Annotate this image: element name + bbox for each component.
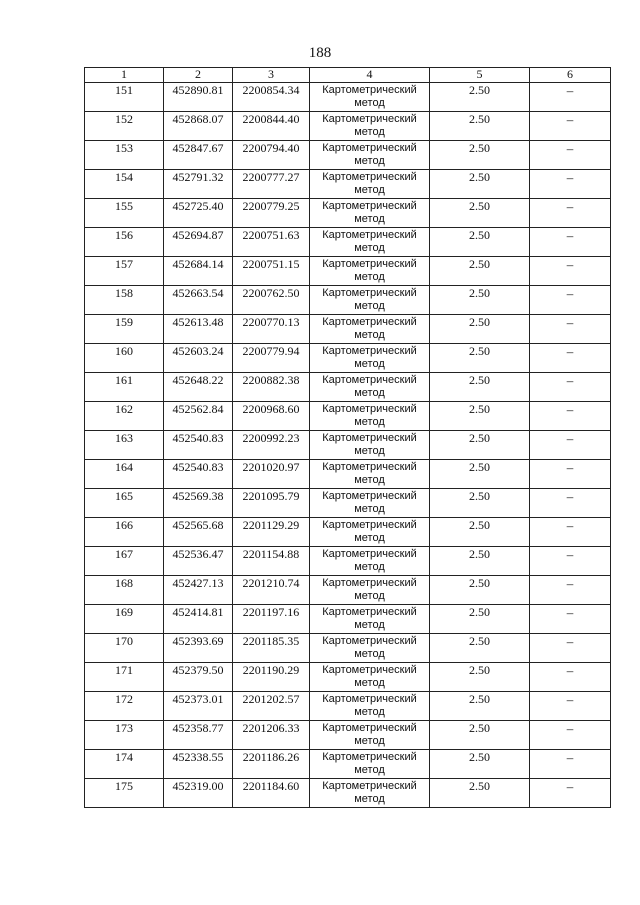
y-coordinate-cell: 2200992.23 [233,431,310,460]
column-header: 3 [233,68,310,83]
table-row [85,576,611,605]
accuracy-cell: 2.50 [430,431,530,460]
accuracy-cell: 2.50 [430,373,530,402]
header-row [85,68,611,83]
y-coordinate-cell: 2201095.79 [233,489,310,518]
y-coordinate-cell: 2201185.35 [233,634,310,663]
accuracy-cell: 2.50 [430,576,530,605]
note-cell: – [530,518,611,547]
point-number-cell: 175 [85,779,164,808]
point-number-cell: 159 [85,315,164,344]
point-number-cell: 169 [85,605,164,634]
method-cell: Картометрический метод [310,721,430,750]
table-row [85,344,611,373]
method-cell: Картометрический метод [310,692,430,721]
x-coordinate-cell: 452540.83 [164,460,233,489]
y-coordinate-cell: 2201197.16 [233,605,310,634]
note-cell: – [530,547,611,576]
y-coordinate-cell: 2200844.40 [233,112,310,141]
y-coordinate-cell: 2201186.26 [233,750,310,779]
point-number-cell: 167 [85,547,164,576]
accuracy-cell: 2.50 [430,547,530,576]
accuracy-cell: 2.50 [430,83,530,112]
y-coordinate-cell: 2201202.57 [233,692,310,721]
method-cell: Картометрический метод [310,576,430,605]
table-body [85,83,611,808]
method-cell: Картометрический метод [310,170,430,199]
method-cell: Картометрический метод [310,83,430,112]
x-coordinate-cell: 452890.81 [164,83,233,112]
note-cell: – [530,344,611,373]
point-number-cell: 164 [85,460,164,489]
x-coordinate-cell: 452868.07 [164,112,233,141]
x-coordinate-cell: 452427.13 [164,576,233,605]
table-row [85,547,611,576]
note-cell: – [530,692,611,721]
y-coordinate-cell: 2201129.29 [233,518,310,547]
accuracy-cell: 2.50 [430,315,530,344]
point-number-cell: 160 [85,344,164,373]
y-coordinate-cell: 2200882.38 [233,373,310,402]
x-coordinate-cell: 452379.50 [164,663,233,692]
note-cell: – [530,402,611,431]
point-number-cell: 168 [85,576,164,605]
table-row [85,663,611,692]
point-number-cell: 161 [85,373,164,402]
accuracy-cell: 2.50 [430,460,530,489]
accuracy-cell: 2.50 [430,750,530,779]
accuracy-cell: 2.50 [430,605,530,634]
x-coordinate-cell: 452603.24 [164,344,233,373]
point-number-cell: 157 [85,257,164,286]
accuracy-cell: 2.50 [430,344,530,373]
table-row [85,692,611,721]
accuracy-cell: 2.50 [430,141,530,170]
y-coordinate-cell: 2200779.94 [233,344,310,373]
table-row [85,518,611,547]
accuracy-cell: 2.50 [430,286,530,315]
x-coordinate-cell: 452694.87 [164,228,233,257]
note-cell: – [530,605,611,634]
table-row [85,286,611,315]
method-cell: Картометрический метод [310,112,430,141]
point-number-cell: 156 [85,228,164,257]
table-row [85,373,611,402]
y-coordinate-cell: 2201154.88 [233,547,310,576]
x-coordinate-cell: 452613.48 [164,315,233,344]
note-cell: – [530,141,611,170]
y-coordinate-cell: 2200777.27 [233,170,310,199]
note-cell: – [530,576,611,605]
table-row [85,170,611,199]
y-coordinate-cell: 2201210.74 [233,576,310,605]
accuracy-cell: 2.50 [430,663,530,692]
method-cell: Картометрический метод [310,605,430,634]
x-coordinate-cell: 452358.77 [164,721,233,750]
accuracy-cell: 2.50 [430,779,530,808]
y-coordinate-cell: 2200854.34 [233,83,310,112]
x-coordinate-cell: 452569.38 [164,489,233,518]
note-cell: – [530,170,611,199]
method-cell: Картометрический метод [310,779,430,808]
point-number-cell: 172 [85,692,164,721]
point-number-cell: 158 [85,286,164,315]
table-row [85,750,611,779]
column-header: 5 [430,68,530,83]
y-coordinate-cell: 2200968.60 [233,402,310,431]
note-cell: – [530,315,611,344]
x-coordinate-cell: 452791.32 [164,170,233,199]
x-coordinate-cell: 452648.22 [164,373,233,402]
table-header [85,68,611,83]
table-row [85,634,611,663]
point-number-cell: 170 [85,634,164,663]
page-number: 188 [308,45,332,61]
note-cell: – [530,228,611,257]
y-coordinate-cell: 2200770.13 [233,315,310,344]
method-cell: Картометрический метод [310,228,430,257]
note-cell: – [530,373,611,402]
accuracy-cell: 2.50 [430,170,530,199]
point-number-cell: 171 [85,663,164,692]
table-row [85,489,611,518]
point-number-cell: 173 [85,721,164,750]
point-number-cell: 151 [85,83,164,112]
note-cell: – [530,634,611,663]
table-row [85,315,611,344]
note-cell: – [530,286,611,315]
x-coordinate-cell: 452663.54 [164,286,233,315]
accuracy-cell: 2.50 [430,692,530,721]
method-cell: Картометрический метод [310,460,430,489]
table-row [85,605,611,634]
table-row [85,257,611,286]
table-row [85,779,611,808]
x-coordinate-cell: 452319.00 [164,779,233,808]
point-number-cell: 166 [85,518,164,547]
method-cell: Картометрический метод [310,431,430,460]
method-cell: Картометрический метод [310,750,430,779]
table-row [85,141,611,170]
y-coordinate-cell: 2200751.63 [233,228,310,257]
point-number-cell: 155 [85,199,164,228]
x-coordinate-cell: 452684.14 [164,257,233,286]
method-cell: Картометрический метод [310,315,430,344]
coordinates-table [84,67,611,808]
point-number-cell: 163 [85,431,164,460]
point-number-cell: 162 [85,402,164,431]
y-coordinate-cell: 2200794.40 [233,141,310,170]
note-cell: – [530,489,611,518]
table-row [85,228,611,257]
y-coordinate-cell: 2201020.97 [233,460,310,489]
method-cell: Картометрический метод [310,286,430,315]
y-coordinate-cell: 2201184.60 [233,779,310,808]
method-cell: Картометрический метод [310,489,430,518]
method-cell: Картометрический метод [310,402,430,431]
x-coordinate-cell: 452565.68 [164,518,233,547]
table-row [85,112,611,141]
accuracy-cell: 2.50 [430,112,530,141]
x-coordinate-cell: 452540.83 [164,431,233,460]
note-cell: – [530,199,611,228]
column-header: 2 [164,68,233,83]
accuracy-cell: 2.50 [430,228,530,257]
method-cell: Картометрический метод [310,344,430,373]
y-coordinate-cell: 2200762.50 [233,286,310,315]
x-coordinate-cell: 452373.01 [164,692,233,721]
table-row [85,83,611,112]
point-number-cell: 153 [85,141,164,170]
method-cell: Картометрический метод [310,199,430,228]
y-coordinate-cell: 2201190.29 [233,663,310,692]
accuracy-cell: 2.50 [430,257,530,286]
note-cell: – [530,431,611,460]
note-cell: – [530,257,611,286]
column-header: 4 [310,68,430,83]
y-coordinate-cell: 2201206.33 [233,721,310,750]
accuracy-cell: 2.50 [430,402,530,431]
note-cell: – [530,721,611,750]
accuracy-cell: 2.50 [430,199,530,228]
column-header: 1 [85,68,164,83]
note-cell: – [530,663,611,692]
y-coordinate-cell: 2200779.25 [233,199,310,228]
table-row [85,199,611,228]
point-number-cell: 174 [85,750,164,779]
point-number-cell: 154 [85,170,164,199]
column-header: 6 [530,68,611,83]
note-cell: – [530,779,611,808]
x-coordinate-cell: 452414.81 [164,605,233,634]
method-cell: Картометрический метод [310,518,430,547]
method-cell: Картометрический метод [310,373,430,402]
note-cell: – [530,460,611,489]
x-coordinate-cell: 452725.40 [164,199,233,228]
y-coordinate-cell: 2200751.15 [233,257,310,286]
method-cell: Картометрический метод [310,257,430,286]
x-coordinate-cell: 452536.47 [164,547,233,576]
method-cell: Картометрический метод [310,547,430,576]
point-number-cell: 152 [85,112,164,141]
method-cell: Картометрический метод [310,141,430,170]
x-coordinate-cell: 452393.69 [164,634,233,663]
table-row [85,460,611,489]
accuracy-cell: 2.50 [430,634,530,663]
table-row [85,431,611,460]
accuracy-cell: 2.50 [430,518,530,547]
x-coordinate-cell: 452338.55 [164,750,233,779]
note-cell: – [530,83,611,112]
table-row [85,402,611,431]
accuracy-cell: 2.50 [430,721,530,750]
note-cell: – [530,750,611,779]
table-row [85,721,611,750]
accuracy-cell: 2.50 [430,489,530,518]
method-cell: Картометрический метод [310,663,430,692]
x-coordinate-cell: 452847.67 [164,141,233,170]
method-cell: Картометрический метод [310,634,430,663]
note-cell: – [530,112,611,141]
point-number-cell: 165 [85,489,164,518]
x-coordinate-cell: 452562.84 [164,402,233,431]
